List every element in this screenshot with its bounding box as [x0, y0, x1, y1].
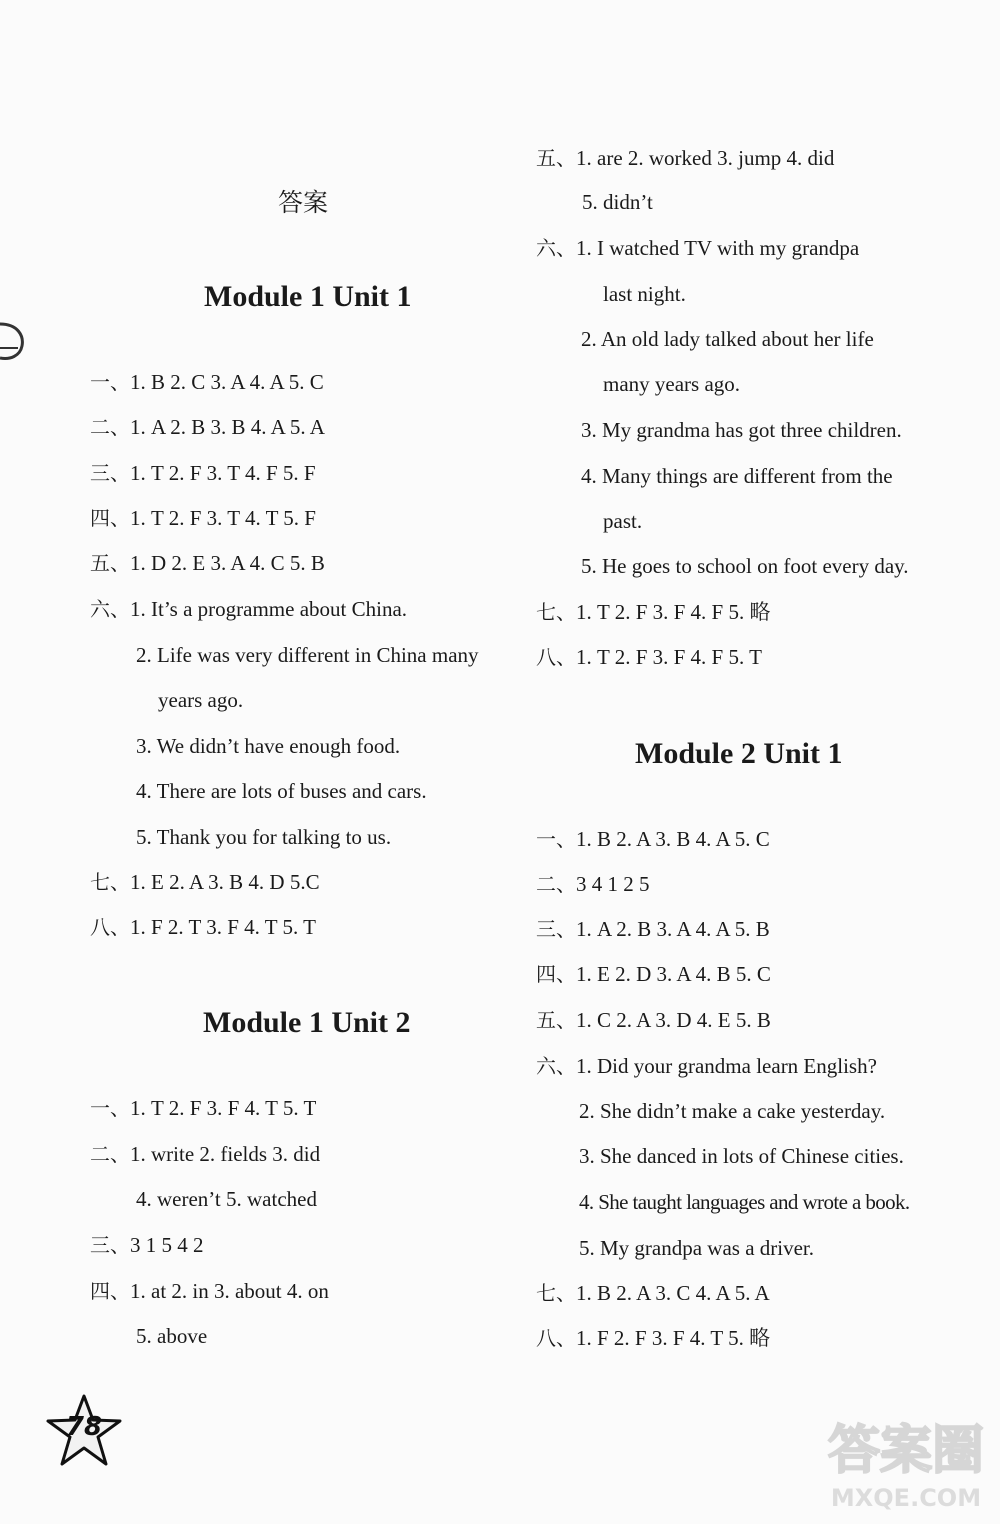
answer-line	[582, 190, 653, 214]
answer-text: 5. My grandpa was a driver.	[579, 1236, 815, 1260]
answer-label: 六、	[90, 597, 130, 621]
answer-text: 1. E 2. D 3. A 4. B 5. C	[576, 962, 771, 986]
answer-line	[90, 461, 316, 485]
watermark-logo-text: 答案圈	[827, 1421, 985, 1481]
answer-label: 七、	[90, 870, 130, 894]
answer-text: 1. are 2. worked 3. jump 4. did	[576, 146, 835, 170]
answer-text: 1. T 2. F 3. T 4. F 5. F	[130, 461, 316, 485]
answer-line	[579, 1190, 910, 1214]
watermark	[818, 1412, 994, 1518]
answer-text: many years ago.	[603, 372, 741, 396]
answer-line	[136, 779, 427, 803]
answer-line	[603, 509, 642, 533]
answer-line	[536, 1008, 771, 1032]
answer-line	[90, 915, 316, 939]
answer-line	[136, 1324, 207, 1348]
answer-label: 八、	[90, 915, 130, 939]
answer-text: 1. E 2. A 3. B 4. D 5.C	[130, 870, 320, 894]
answer-line	[536, 1281, 770, 1305]
answer-text: years ago.	[158, 688, 244, 712]
watermark-logo	[818, 1412, 994, 1484]
answer-line	[90, 551, 325, 575]
answer-text: 1. B 2. A 3. B 4. A 5. C	[576, 827, 770, 851]
page-title: 答案	[277, 188, 328, 217]
answer-label: 七、	[536, 600, 576, 624]
answer-text: 1. D 2. E 3. A 4. C 5. B	[130, 551, 325, 575]
answer-line	[536, 962, 771, 986]
answer-text: 3. My grandma has got three children.	[581, 418, 902, 442]
answer-label: 五、	[90, 551, 130, 575]
answer-text: 5. didn’t	[582, 190, 653, 214]
answer-text: 1. A 2. B 3. B 4. A 5. A	[130, 415, 325, 439]
answer-line	[136, 643, 479, 667]
answer-line	[158, 688, 243, 712]
answer-label: 一、	[536, 827, 576, 851]
answer-text: 5. Thank you for talking to us.	[136, 825, 392, 849]
answer-line	[581, 418, 902, 442]
answer-text: 5. He goes to school on foot every day.	[581, 554, 909, 578]
answer-line	[90, 870, 320, 894]
answer-text: last night.	[603, 282, 686, 306]
answer-text: 2. Life was very different in China many	[136, 643, 479, 667]
section-heading-m1u1: Module 1 Unit 1	[204, 280, 412, 313]
answer-label: 一、	[90, 1096, 130, 1120]
answer-line	[90, 1279, 329, 1303]
answer-line	[90, 370, 324, 394]
answer-label: 三、	[90, 461, 130, 485]
answer-line	[90, 1096, 316, 1120]
answer-label: 七、	[536, 1281, 576, 1305]
answer-text: 1. F 2. F 3. F 4. T 5. 略	[576, 1326, 771, 1350]
answer-text: 1. T 2. F 3. F 4. F 5. T	[576, 645, 762, 669]
answer-line	[90, 1233, 204, 1257]
answer-line	[536, 827, 770, 851]
answer-label: 二、	[90, 415, 130, 439]
answer-line	[581, 554, 909, 578]
answer-text: 4. There are lots of buses and cars.	[136, 779, 427, 803]
answer-line	[536, 146, 834, 170]
answer-line	[579, 1144, 904, 1168]
answer-text: 1. I watched TV with my grandpa	[576, 236, 860, 260]
answer-text: 1. T 2. F 3. F 4. F 5. 略	[576, 600, 771, 624]
answer-label: 一、	[90, 370, 130, 394]
answer-line	[536, 1326, 770, 1350]
answer-label: 六、	[536, 236, 576, 260]
answer-line	[136, 1187, 317, 1211]
answer-line	[136, 734, 400, 758]
answer-line	[536, 872, 650, 896]
answer-text: 1. A 2. B 3. A 4. A 5. B	[576, 917, 770, 941]
answer-line	[536, 645, 762, 669]
answer-line	[581, 464, 893, 488]
answer-label: 八、	[536, 645, 576, 669]
answer-text: 1. C 2. A 3. D 4. E 5. B	[576, 1008, 771, 1032]
answer-label: 三、	[536, 917, 576, 941]
watermark-url: MXQE.COM	[830, 1484, 982, 1512]
answer-line	[536, 236, 859, 260]
answer-text: 4. weren’t 5. watched	[136, 1187, 317, 1211]
answer-line	[536, 917, 770, 941]
answer-text: 1. write 2. fields 3. did	[130, 1142, 321, 1166]
section-heading-m1u2: Module 1 Unit 2	[203, 1006, 411, 1039]
answer-line	[603, 282, 686, 306]
answer-line	[90, 415, 325, 439]
answer-text: 1. B 2. A 3. C 4. A 5. A	[576, 1281, 770, 1305]
answer-label: 二、	[536, 872, 576, 896]
answer-text: 1. T 2. F 3. F 4. T 5. T	[130, 1096, 317, 1120]
left-edge-mark	[0, 318, 28, 368]
answer-label: 六、	[536, 1054, 576, 1078]
answer-label: 八、	[536, 1326, 576, 1350]
answer-text: 3. She danced in lots of Chinese cities.	[579, 1144, 904, 1168]
answer-text: 1. F 2. T 3. F 4. T 5. T	[130, 915, 316, 939]
answer-label: 五、	[536, 1008, 576, 1032]
answer-label: 二、	[90, 1142, 130, 1166]
answer-line	[579, 1236, 814, 1260]
answer-line	[90, 506, 316, 530]
answer-text: 2. She didn’t make a cake yesterday.	[579, 1099, 886, 1123]
answer-text: 1. Did your grandma learn English?	[576, 1054, 877, 1078]
answer-text: 4. Many things are different from the	[581, 464, 893, 488]
answer-text: 4. She taught languages and wrote a book.	[579, 1190, 910, 1214]
page-number: 78	[65, 1412, 103, 1442]
answer-text: 1. B 2. C 3. A 4. A 5. C	[130, 370, 324, 394]
answer-line	[90, 597, 407, 621]
answer-label: 四、	[90, 1279, 130, 1303]
section-heading-m2u1: Module 2 Unit 1	[635, 737, 843, 770]
answer-line	[581, 327, 874, 351]
answer-text: 1. It’s a programme about China.	[130, 597, 408, 621]
answer-text: past.	[603, 509, 643, 533]
answer-label: 四、	[90, 506, 130, 530]
answer-text: 1. T 2. F 3. T 4. T 5. F	[130, 506, 316, 530]
answer-line	[136, 825, 391, 849]
answer-label: 三、	[90, 1233, 130, 1257]
answer-label: 四、	[536, 962, 576, 986]
answer-line	[536, 1054, 877, 1078]
answer-text: 5. above	[136, 1324, 208, 1348]
answer-line	[536, 600, 771, 624]
answer-label: 五、	[536, 146, 576, 170]
answer-text: 2. An old lady talked about her life	[581, 327, 874, 351]
answer-text: 1. at 2. in 3. about 4. on	[130, 1279, 329, 1303]
answer-text: 3 1 5 4 2	[130, 1233, 204, 1257]
answer-line	[579, 1099, 885, 1123]
answer-line	[603, 372, 740, 396]
answer-text: 3. We didn’t have enough food.	[136, 734, 401, 758]
answer-line	[90, 1142, 320, 1166]
answer-text: 3 4 1 2 5	[576, 872, 650, 896]
